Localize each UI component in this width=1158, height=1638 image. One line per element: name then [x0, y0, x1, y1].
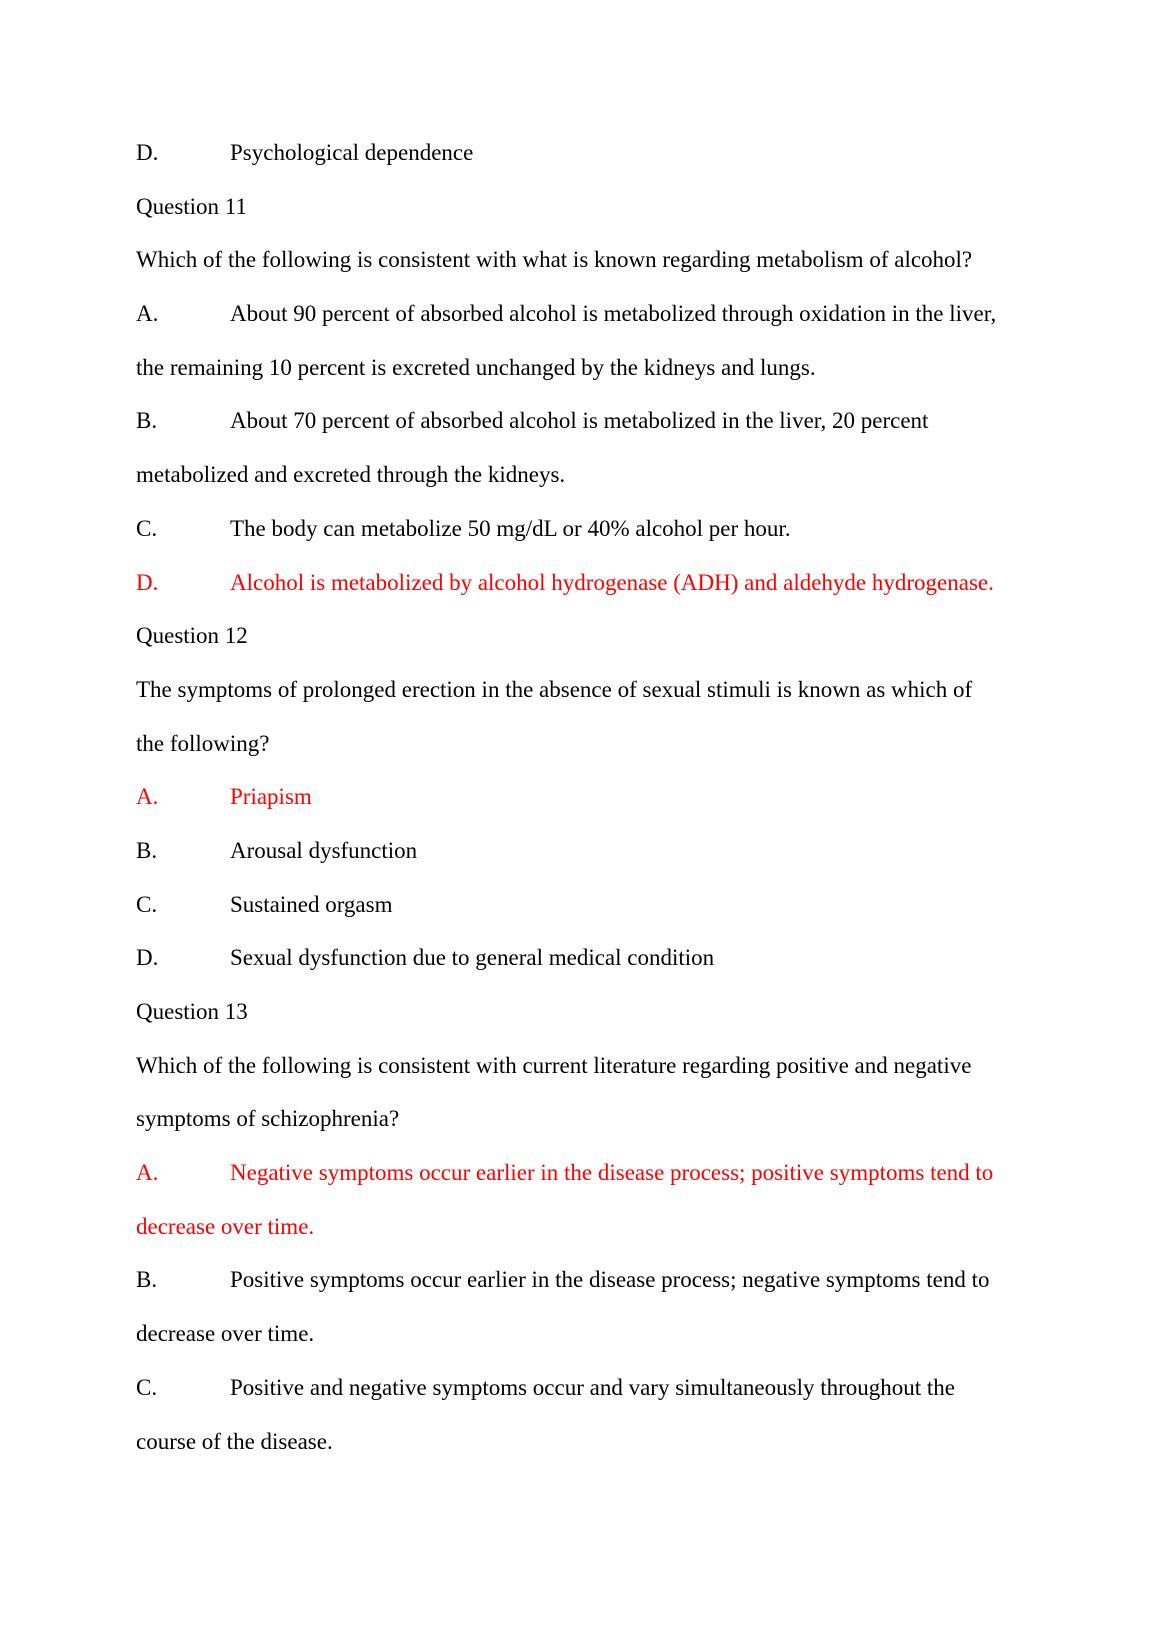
answer-option-correct — [136, 556, 996, 610]
question-heading-text: Question 11 — [136, 193, 247, 219]
question-text-line: The symptoms of prolonged erection in the absence of sexual stimuli is known as which of — [136, 676, 973, 702]
question-text — [136, 663, 996, 717]
option-text: Arousal dysfunction — [230, 837, 418, 863]
question-text-line: symptoms of schizophrenia? — [136, 1106, 400, 1132]
question-heading — [136, 985, 996, 1039]
question-text-line: the following? — [136, 730, 270, 756]
question-heading-text: Question 13 — [136, 999, 248, 1024]
option-continuation-text: decrease over time. — [136, 1213, 315, 1239]
question-heading — [136, 180, 996, 234]
option-letter: C. — [136, 515, 158, 541]
question-text-line: Which of the following is consistent with current literature regarding positive and negative — [136, 1052, 972, 1078]
option-continuation — [136, 1307, 996, 1361]
option-continuation-correct — [136, 1200, 996, 1254]
answer-option — [136, 1361, 996, 1415]
answer-option — [136, 502, 996, 556]
option-letter: A. — [136, 1160, 159, 1186]
answer-option — [136, 126, 996, 180]
option-letter: B. — [136, 1267, 158, 1293]
option-text: The body can metabolize 50 mg/dL or 40% alcohol per hour. — [230, 515, 791, 541]
answer-option-correct — [136, 1146, 996, 1200]
option-letter: B. — [136, 408, 158, 434]
option-letter: C. — [136, 891, 158, 917]
option-letter: D. — [136, 945, 159, 971]
question-heading — [136, 609, 996, 663]
option-continuation — [136, 1415, 996, 1469]
option-continuation — [136, 341, 996, 395]
option-continuation-text: metabolized and excreted through the kidneys. — [136, 462, 566, 488]
question-text — [136, 1039, 996, 1093]
option-letter: D. — [136, 140, 159, 165]
option-continuation-text: the remaining 10 percent is excreted unchanged by the kidneys and lungs. — [136, 354, 816, 380]
option-text: Psychological dependence — [230, 140, 474, 165]
answer-option — [136, 287, 996, 341]
question-heading-text: Question 12 — [136, 623, 248, 649]
option-letter: D. — [136, 569, 159, 595]
option-letter: C. — [136, 1374, 158, 1400]
question-text — [136, 1092, 996, 1146]
answer-option — [136, 931, 996, 985]
option-letter: B. — [136, 837, 158, 863]
option-text: Alcohol is metabolized by alcohol hydrogenase (ADH) and aldehyde hydrogenase. — [230, 569, 994, 595]
option-text: Negative symptoms occur earlier in the disease process; positive symptoms tend to — [230, 1160, 994, 1186]
document-content — [136, 126, 996, 1468]
question-text-line: Which of the following is consistent with what is known regarding metabolism of alcohol? — [136, 247, 973, 273]
option-letter: A. — [136, 784, 159, 810]
option-text: Positive symptoms occur earlier in the disease process; negative symptoms tend to — [230, 1267, 990, 1293]
option-text: About 90 percent of absorbed alcohol is metabolized through oxidation in the liver, — [230, 301, 997, 327]
question-text — [136, 233, 996, 287]
option-text: Priapism — [230, 784, 312, 810]
option-continuation — [136, 448, 996, 502]
option-text: Positive and negative symptoms occur and vary simultaneously throughout the — [230, 1374, 956, 1400]
answer-option — [136, 824, 996, 878]
option-text: Sustained orgasm — [230, 891, 393, 917]
option-letter: A. — [136, 301, 159, 327]
answer-option — [136, 878, 996, 932]
answer-option-correct — [136, 770, 996, 824]
option-continuation-text: course of the disease. — [136, 1428, 333, 1454]
answer-option — [136, 1253, 996, 1307]
option-text: About 70 percent of absorbed alcohol is metabolized in the liver, 20 percent — [230, 408, 929, 434]
option-continuation-text: decrease over time. — [136, 1321, 315, 1347]
answer-option — [136, 394, 996, 448]
option-text: Sexual dysfunction due to general medical condition — [230, 945, 715, 971]
question-text — [136, 717, 996, 771]
